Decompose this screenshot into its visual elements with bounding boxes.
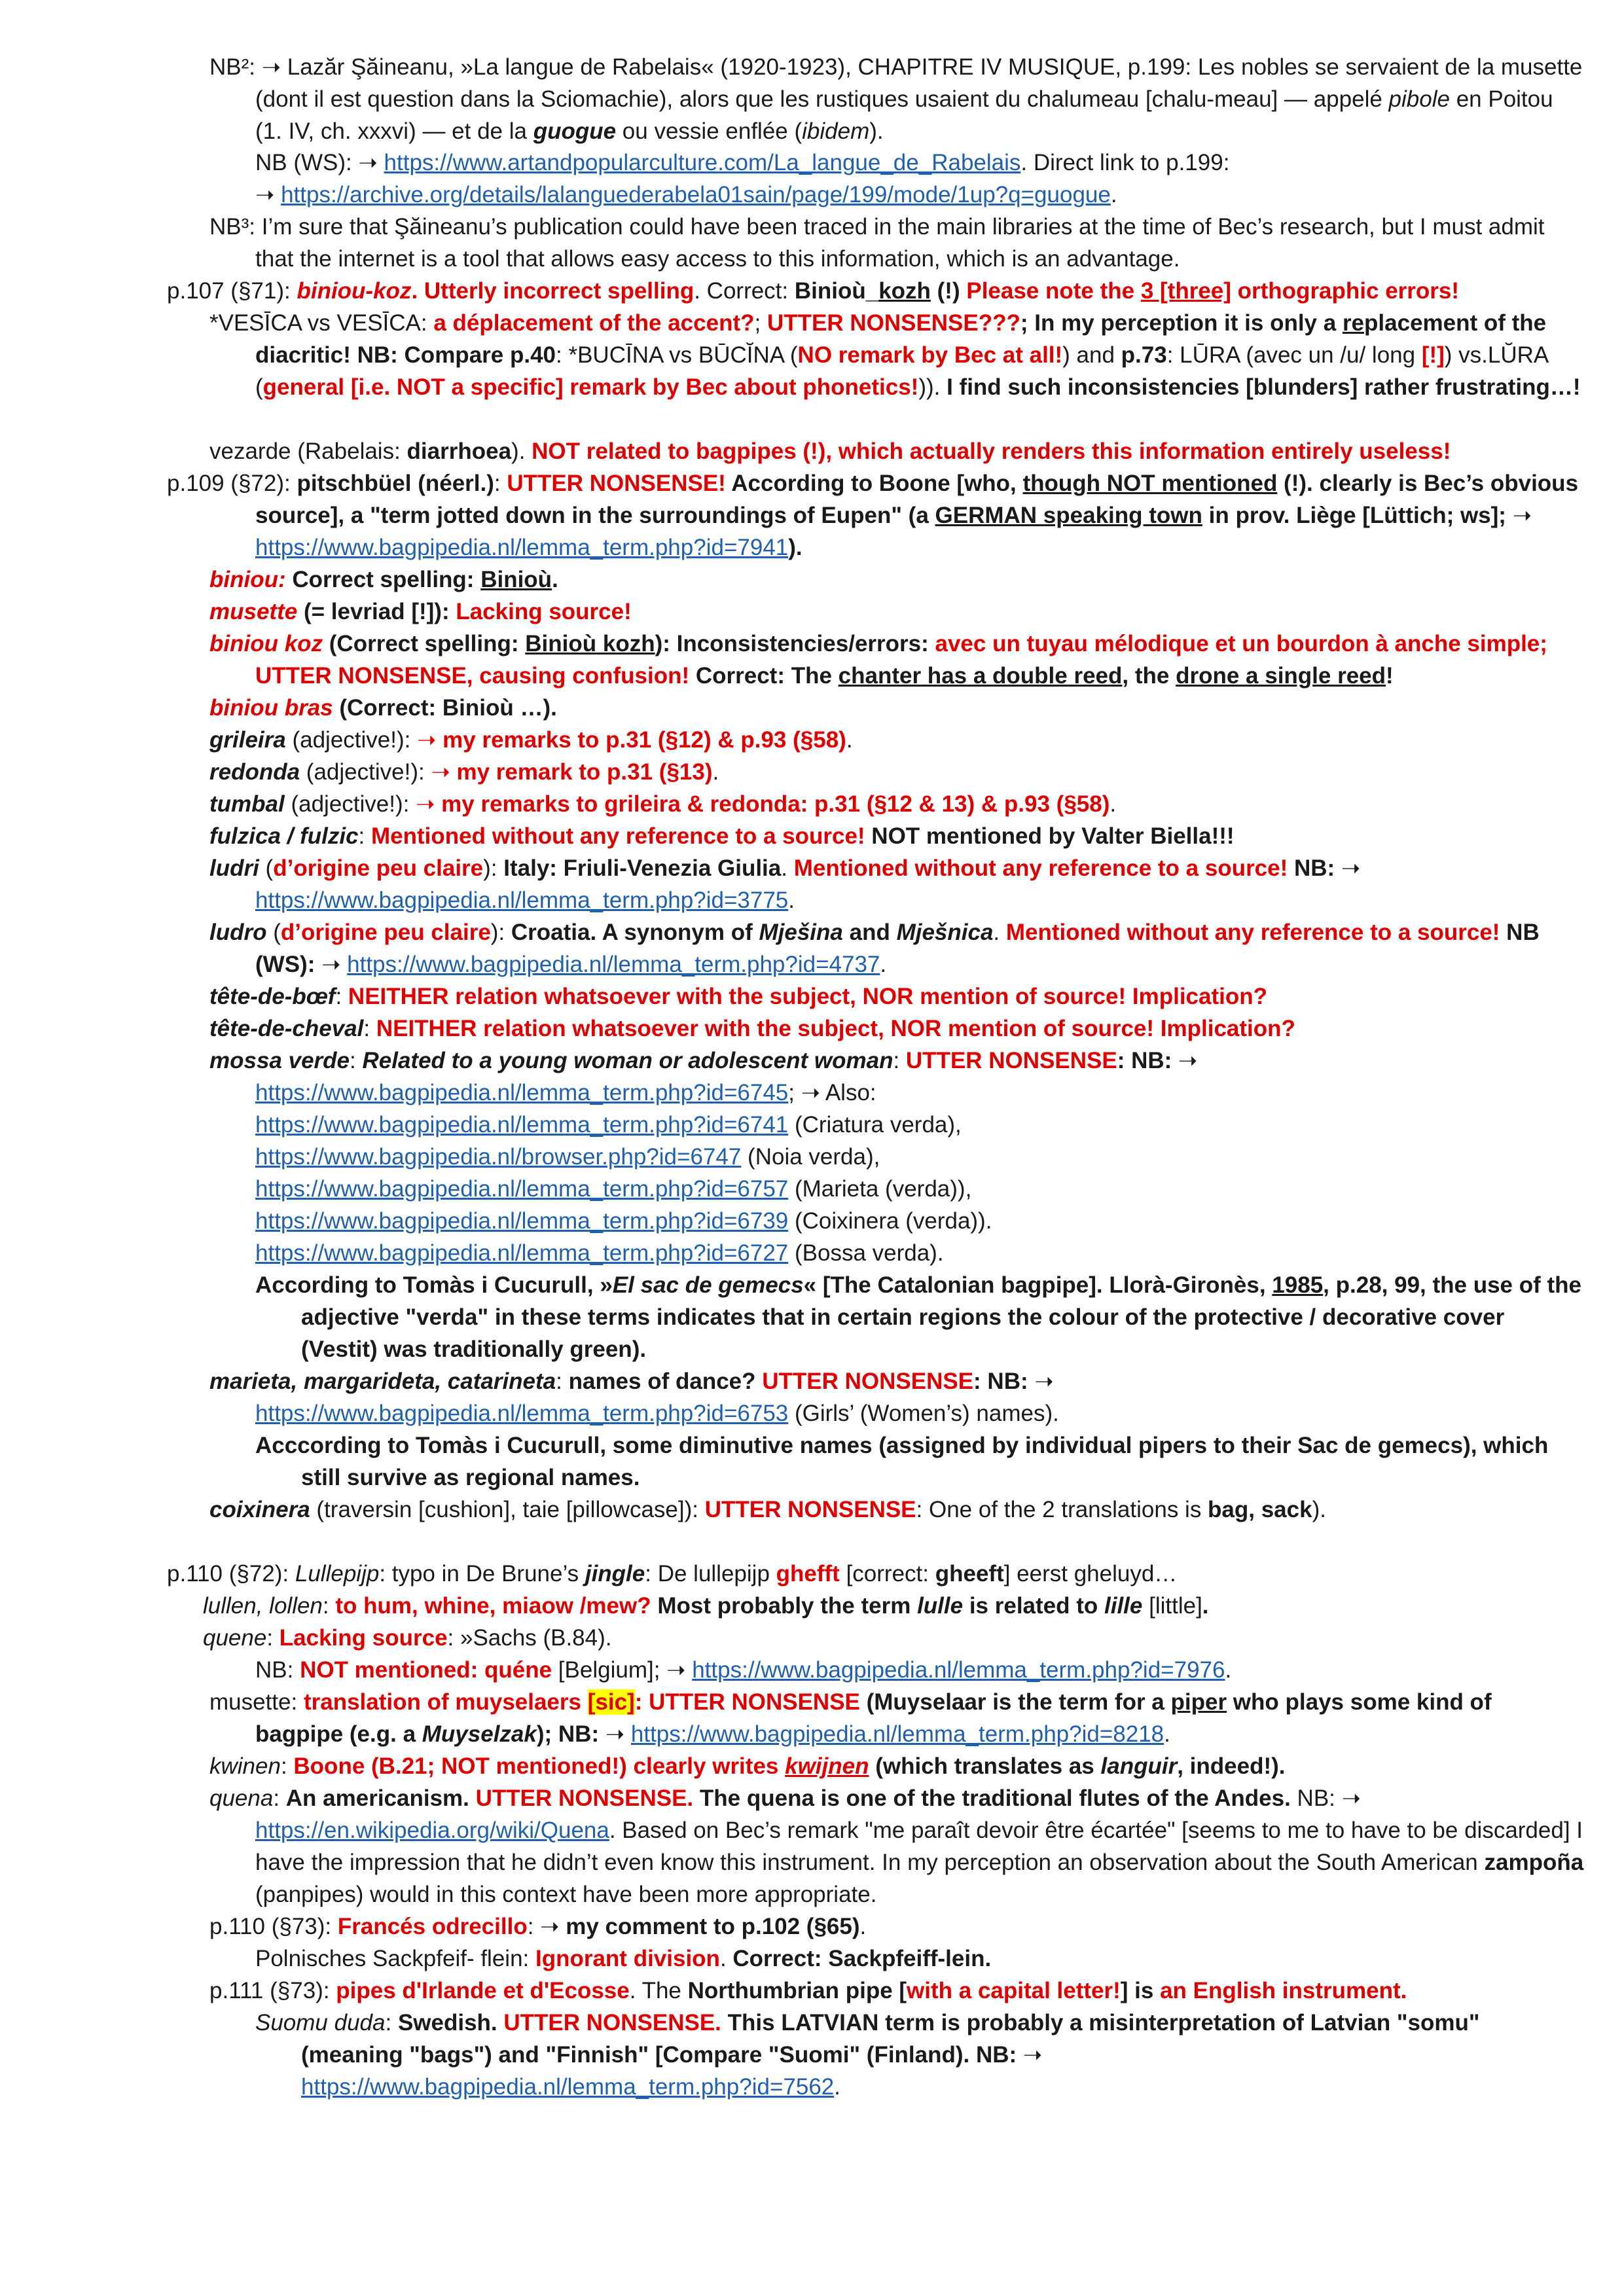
critical-remark: [sic] bbox=[587, 1689, 635, 1715]
critical-remark: UTTER NONSENSE! bbox=[507, 471, 726, 496]
text-run: : bbox=[335, 984, 348, 1009]
text-run: ( bbox=[259, 855, 274, 881]
critical-remark: NO remark by Bec at all! bbox=[797, 342, 1063, 368]
emphasized-text: marieta, margarideta, catarineta bbox=[209, 1369, 556, 1394]
emphasized-text: jingle bbox=[585, 1561, 645, 1587]
text-run: : bbox=[556, 1369, 569, 1394]
text-run: Polnisches Sackpfeif- flein: bbox=[255, 1946, 535, 1971]
emphasized-text: fulzica / fulzic bbox=[209, 823, 359, 849]
critical-remark: [!] bbox=[1421, 342, 1445, 368]
emphasized-text: « [The Catalonian bagpipe]. Llorà-Gironès, bbox=[803, 1272, 1272, 1298]
emphasized-text: pitschbüel (néerl.) bbox=[297, 471, 494, 496]
text-run: . bbox=[781, 855, 794, 881]
text-run: . Based on Bec’s remark "me paraît devoir être écartée" [seems to me to have to be discarded] I have the impression that he didn’t even know this instrument. In my perception an observation about the South American bbox=[255, 1818, 1583, 1875]
text-run: Suomu duda bbox=[255, 2010, 386, 2036]
paragraph bbox=[209, 1365, 1585, 1397]
paragraph bbox=[255, 1077, 1585, 1109]
text-run: : »Sachs (B.84). bbox=[447, 1625, 612, 1651]
text-run: [Belgium]; bbox=[552, 1657, 667, 1683]
text-run: ). bbox=[511, 439, 532, 464]
text-run: p.107 (§71): bbox=[167, 278, 297, 304]
critical-remark: Francés odrecillo bbox=[337, 1914, 528, 1939]
text-run: (adjective!): bbox=[285, 727, 418, 753]
text-run: . bbox=[1110, 791, 1117, 817]
paragraph bbox=[209, 1975, 1585, 2007]
paragraph bbox=[255, 2007, 1585, 2071]
emphasized-text: This LATVIAN term is probably a misinterpretation of Latvian "somu" (meaning "bags") and "Finnish" [Compare "Suomi" (Finland). NB: ➝ bbox=[301, 2010, 1480, 2068]
paragraph bbox=[209, 435, 1585, 467]
text-run: (Noia verda), bbox=[741, 1144, 880, 1170]
hyperlink[interactable]: https://en.wikipedia.org/wiki/Quena bbox=[255, 1818, 609, 1843]
emphasized-text: redonda bbox=[209, 759, 300, 785]
hyperlink[interactable]: https://www.bagpipedia.nl/lemma_term.php?id=3775 bbox=[255, 888, 789, 913]
text-run: [correct: bbox=[839, 1561, 935, 1587]
critical-remark: Boone (B.21; NOT mentioned!) clearly writes bbox=[293, 1753, 785, 1779]
emphasized-text: zampoña bbox=[1484, 1850, 1584, 1875]
text-run: p.109 (§72): bbox=[167, 471, 297, 496]
hyperlink[interactable]: https://www.bagpipedia.nl/lemma_term.php?id=7976 bbox=[692, 1657, 1225, 1683]
emphasized-text: (Muyselaar is the term for a bbox=[859, 1689, 1171, 1715]
emphasized-text: placement of the diacritic! NB: Compare bbox=[255, 310, 1547, 368]
text-run: ➝ bbox=[321, 952, 348, 977]
emphasized-text: , p.28, 99, the use of the adjective "verda" in these terms indicates that in certain regions the colour of the protective / decorative cover (Vestit) was traditionally green). bbox=[301, 1272, 1581, 1362]
text-run: : De lullepijp bbox=[645, 1561, 776, 1587]
paragraph bbox=[255, 179, 1585, 211]
critical-remark: UTTER NONSENSE bbox=[762, 1369, 974, 1394]
emphasized-text: Binioù_ bbox=[794, 278, 879, 304]
emphasized-text: Mješina bbox=[759, 920, 843, 945]
text-run: *VESĪCA vs VESĪCA: bbox=[209, 310, 434, 336]
emphasized-text: : NB: ➝ bbox=[1117, 1048, 1198, 1073]
emphasized-text: ludri bbox=[209, 855, 259, 881]
text-run: NB: ➝ bbox=[1290, 1785, 1361, 1811]
paragraph bbox=[167, 1558, 1585, 1590]
paragraph bbox=[167, 467, 1585, 564]
critical-remark: : UTTER NONSENSE bbox=[634, 1689, 860, 1715]
text-run: musette: bbox=[209, 1689, 304, 1715]
emphasized-text: (Correct spelling: bbox=[323, 631, 526, 656]
text-run: . Correct: bbox=[694, 278, 795, 304]
critical-remark: d’origine peu claire bbox=[280, 920, 491, 945]
emphasized-text: guogue bbox=[533, 118, 617, 144]
text-run: : bbox=[350, 1048, 363, 1073]
emphasized-text: I find such inconsistencies [blunders] rather frustrating…! bbox=[947, 374, 1581, 400]
critical-remark: Ignorant division bbox=[535, 1946, 720, 1971]
text-run: : bbox=[266, 1625, 280, 1651]
critical-remark: UTTER NONSENSE. bbox=[475, 1785, 694, 1811]
emphasized-text: Italy: Friuli-Venezia Giulia bbox=[503, 855, 782, 881]
critical-remark: ➝ my remark to p.31 (§13) bbox=[431, 759, 713, 785]
text-run: : bbox=[273, 1785, 286, 1811]
emphasized-text: p.73 bbox=[1121, 342, 1167, 368]
text-run: pibole bbox=[1388, 86, 1450, 112]
emphasized-text: gheeft bbox=[935, 1561, 1004, 1587]
emphasized-text: diarrhoea bbox=[406, 439, 512, 464]
text-run: ➝ bbox=[255, 182, 281, 207]
emphasized-text: The quena is one of the traditional flutes of the Andes. bbox=[693, 1785, 1291, 1811]
paragraph bbox=[209, 51, 1585, 147]
emphasized-text: (!). clearly is Bec’s obvious source], a "term jotted down in the surroundings of Eupen" (a bbox=[255, 471, 1579, 528]
paragraph bbox=[209, 692, 1585, 724]
emphasized-text: drone a single reed bbox=[1176, 663, 1386, 689]
emphasized-text: names of dance? bbox=[568, 1369, 763, 1394]
emphasized-text: who plays some kind of bagpipe (e.g. a bbox=[255, 1689, 1492, 1747]
critical-remark: UTTER NONSENSE bbox=[905, 1048, 1117, 1073]
hyperlink[interactable]: https://archive.org/details/lalanguederabela01sain/page/199/mode/1up?q=guogue bbox=[281, 182, 1111, 207]
emphasized-text: though NOT mentioned bbox=[1022, 471, 1278, 496]
text-run: ): bbox=[490, 920, 511, 945]
critical-remark: NEITHER relation whatsoever with the subject, NOR mention of source! Implication? bbox=[376, 1016, 1295, 1041]
text-run: ou vessie enflée ( bbox=[616, 118, 803, 144]
critical-remark: Please note the bbox=[966, 278, 1141, 304]
paragraph bbox=[209, 1013, 1585, 1045]
text-run: : bbox=[494, 471, 507, 496]
paragraph bbox=[209, 1750, 1585, 1782]
text-run: ( bbox=[266, 920, 281, 945]
critical-remark: an English instrument. bbox=[1160, 1978, 1407, 2003]
hyperlink[interactable]: https://www.bagpipedia.nl/lemma_term.php?id=4737 bbox=[347, 952, 880, 977]
text-run: ; bbox=[754, 310, 767, 336]
emphasized-text: Most probably the term bbox=[651, 1593, 918, 1619]
emphasized-text: NB (WS): bbox=[255, 920, 1540, 977]
paragraph bbox=[255, 1269, 1585, 1365]
paragraph bbox=[209, 564, 1585, 596]
emphasized-text: re bbox=[1342, 310, 1365, 336]
emphasized-text: Related to a young woman or adolescent woman bbox=[362, 1048, 893, 1073]
emphasized-text: (= levriad [!]): bbox=[297, 599, 456, 624]
text-run: ibidem bbox=[802, 118, 870, 144]
emphasized-text: Correct spelling: bbox=[285, 567, 481, 592]
emphasized-text: 1985 bbox=[1272, 1272, 1324, 1298]
text-run: (Criatura verda), bbox=[788, 1112, 962, 1138]
text-run: . bbox=[712, 759, 719, 785]
critical-remark: Mentioned without any reference to a source! bbox=[371, 823, 865, 849]
paragraph bbox=[255, 1173, 1585, 1205]
text-run: ➝ bbox=[1512, 503, 1532, 528]
text-run: p.110 (§72): bbox=[167, 1561, 295, 1587]
emphasized-text: coixinera bbox=[209, 1497, 310, 1522]
paragraph bbox=[255, 1654, 1585, 1686]
paragraph bbox=[209, 1494, 1585, 1526]
hyperlink[interactable]: https://www.bagpipedia.nl/lemma_term.php?id=6757 bbox=[255, 1176, 789, 1202]
critical-remark: UTTER NONSENSE. bbox=[503, 2010, 721, 2036]
text-run: ] eerst gheluyd… bbox=[1003, 1561, 1178, 1587]
paragraph bbox=[209, 820, 1585, 852]
paragraph bbox=[209, 307, 1585, 403]
critical-remark: general [i.e. NOT a specific] remark by Bec about phonetics! bbox=[262, 374, 919, 400]
emphasized-text: Muyselzak bbox=[422, 1721, 537, 1747]
text-run: ) and bbox=[1062, 342, 1121, 368]
hyperlink[interactable]: https://www.bagpipedia.nl/lemma_term.php?id=7941 bbox=[255, 535, 789, 560]
text-run: (traversin [cushion], taie [pillowcase]): bbox=[310, 1497, 705, 1522]
text-run: en Poitou (1. IV, ch. xxxvi) — et de la bbox=[255, 86, 1553, 144]
critical-remark: d’origine peu claire bbox=[273, 855, 484, 881]
emphasized-text: An americanism. bbox=[285, 1785, 476, 1811]
text-run: . bbox=[846, 727, 853, 753]
text-run: Lullepijp bbox=[295, 1561, 380, 1587]
emphasized-text: piper bbox=[1170, 1689, 1227, 1715]
paragraph bbox=[209, 788, 1585, 820]
paragraph bbox=[209, 628, 1585, 692]
emphasized-text: mossa verde bbox=[209, 1048, 350, 1073]
emphasized-text: in prov. Liège [Lüttich; ws]; bbox=[1202, 503, 1513, 528]
emphasized-text: NOT mentioned by Valter Biella!!! bbox=[865, 823, 1235, 849]
paragraph bbox=[255, 1237, 1585, 1269]
text-run: : bbox=[358, 823, 371, 849]
emphasized-text: According to Boone [who, bbox=[725, 471, 1023, 496]
emphasized-text: El sac de gemecs bbox=[612, 1272, 804, 1298]
text-run: kwinen bbox=[209, 1753, 281, 1779]
emphasized-text: ; In my perception it is only a bbox=[1020, 310, 1343, 336]
paragraph bbox=[209, 211, 1585, 275]
emphasized-text: . bbox=[1202, 1593, 1209, 1619]
emphasized-text: (which translates as bbox=[869, 1753, 1101, 1779]
critical-remark: kwijnen bbox=[785, 1753, 869, 1779]
text-run: . bbox=[859, 1914, 867, 1939]
text-run: quena bbox=[209, 1785, 274, 1811]
text-run: vezarde (Rabelais: bbox=[209, 439, 407, 464]
emphasized-text: , indeed!). bbox=[1177, 1753, 1286, 1779]
text-run: : One of the 2 translations is bbox=[916, 1497, 1208, 1522]
emphasized-text: lille bbox=[1104, 1593, 1143, 1619]
emphasized-text: Croatia. A synonym of bbox=[511, 920, 759, 945]
hyperlink[interactable]: https://www.bagpipedia.nl/lemma_term.php?id=6739 bbox=[255, 1208, 789, 1234]
hyperlink[interactable]: https://www.bagpipedia.nl/lemma_term.php?id=6753 bbox=[255, 1401, 789, 1426]
text-run: . bbox=[788, 888, 795, 913]
critical-remark: a déplacement of the accent? bbox=[433, 310, 755, 336]
text-run: [little] bbox=[1142, 1593, 1202, 1619]
emphasized-text: ➝ bbox=[666, 1657, 693, 1683]
emphasized-text: ); NB: ➝ bbox=[536, 1721, 631, 1747]
text-run: (panpipes) would in this context have been more appropriate. bbox=[255, 1882, 877, 1907]
critical-remark: pipes d'Irlande et d'Ecosse bbox=[336, 1978, 630, 2003]
emphasized-text: p.40 bbox=[509, 342, 556, 368]
emphasized-text: ➝ my comment to p.102 (§65) bbox=[540, 1914, 860, 1939]
text-run: (Marieta (verda)), bbox=[788, 1176, 972, 1202]
text-run: : bbox=[280, 1753, 294, 1779]
hyperlink[interactable]: https://www.bagpipedia.nl/lemma_term.php?id=6741 bbox=[255, 1112, 789, 1138]
text-run: NB: bbox=[255, 1657, 300, 1683]
emphasized-text: bag, sack bbox=[1208, 1497, 1312, 1522]
text-run: ➝ bbox=[1341, 855, 1361, 881]
critical-remark: ➝ my remarks to grileira & redonda: p.31 (§12 & 13) & p.93 (§58) bbox=[416, 791, 1110, 817]
hyperlink[interactable]: https://www.bagpipedia.nl/lemma_term.php?id=6745 bbox=[255, 1080, 789, 1105]
critical-remark: biniou: bbox=[209, 567, 286, 592]
hyperlink[interactable]: https://www.bagpipedia.nl/lemma_term.php?id=7562 bbox=[301, 2074, 835, 2100]
critical-remark: to hum, whine, miaow /mew? bbox=[335, 1593, 651, 1619]
paragraph bbox=[167, 275, 1585, 307]
paragraph bbox=[209, 1045, 1585, 1077]
critical-remark: musette bbox=[209, 599, 298, 624]
text-run: (adjective!): bbox=[284, 791, 416, 817]
emphasized-text: According to Tomàs i Cucurull, » bbox=[255, 1272, 613, 1298]
paragraph bbox=[209, 724, 1585, 756]
critical-remark: with a capital letter! bbox=[907, 1978, 1121, 2003]
emphasized-text: and bbox=[842, 920, 897, 945]
emphasized-text: Binioù bbox=[480, 567, 552, 592]
paragraph bbox=[209, 596, 1585, 628]
emphasized-text: Correct: The bbox=[689, 663, 839, 689]
emphasized-text: kozh bbox=[878, 278, 931, 304]
text-run: (Coixinera (verda)). bbox=[788, 1208, 992, 1234]
text-run: NB³: I’m sure that Şăineanu’s publication could have been traced in the main libraries at the time of Bec’s research, but I must admit that the internet is a tool that allows easy access to this information, which is an advantage. bbox=[209, 214, 1545, 272]
text-run: . The bbox=[629, 1978, 688, 2003]
emphasized-text: Binioù kozh bbox=[525, 631, 655, 656]
critical-remark: Lacking source bbox=[279, 1625, 448, 1651]
critical-remark: NEITHER relation whatsoever with the subject, NOR mention of source! Implication? bbox=[348, 984, 1267, 1009]
critical-remark: Mentioned without any reference to a source! bbox=[793, 855, 1288, 881]
paragraph bbox=[209, 1782, 1585, 1910]
text-run: . bbox=[993, 920, 1006, 945]
text-run: ; ➝ Also: bbox=[788, 1080, 876, 1105]
text-run: . bbox=[834, 2074, 840, 2100]
paragraph bbox=[255, 1429, 1585, 1494]
emphasized-text: (Correct: Binioù …). bbox=[333, 695, 557, 721]
critical-remark: 3 [three] bbox=[1140, 278, 1231, 304]
emphasized-text: Acccording to Tomàs i Cucurull, some diminutive names (assigned by individual pipers to their Sac de gemecs), which still survive as regional names. bbox=[255, 1433, 1549, 1490]
emphasized-text: lulle bbox=[917, 1593, 964, 1619]
emphasized-text: tumbal bbox=[209, 791, 285, 817]
critical-remark: biniou bras bbox=[209, 695, 333, 721]
emphasized-text: (!) bbox=[930, 278, 967, 304]
text-run: (adjective!): bbox=[300, 759, 431, 785]
paragraph bbox=[209, 980, 1585, 1013]
text-run: . bbox=[880, 952, 887, 977]
paragraph bbox=[203, 1590, 1585, 1622]
hyperlink[interactable]: https://www.bagpipedia.nl/lemma_term.php?id=6727 bbox=[255, 1240, 789, 1266]
critical-remark: Utterly incorrect spelling bbox=[424, 278, 695, 304]
emphasized-text: ): Inconsistencies/errors: bbox=[655, 631, 935, 656]
critical-remark: translation of muyselaers bbox=[303, 1689, 588, 1715]
text-run: ): bbox=[483, 855, 504, 881]
text-run: . bbox=[1164, 1721, 1170, 1747]
paragraph bbox=[209, 916, 1585, 980]
hyperlink[interactable]: https://www.bagpipedia.nl/browser.php?id=6747 bbox=[255, 1144, 742, 1170]
paragraph bbox=[255, 1109, 1585, 1141]
paragraph bbox=[301, 2071, 1585, 2103]
emphasized-text: Mješnica bbox=[896, 920, 994, 945]
hyperlink[interactable]: https://www.bagpipedia.nl/lemma_term.php?id=8218 bbox=[630, 1721, 1164, 1747]
text-run: )). bbox=[918, 374, 947, 400]
text-run: . Direct link to p.199: bbox=[1020, 150, 1230, 175]
emphasized-text: : NB: ➝ bbox=[973, 1369, 1054, 1394]
emphasized-text: Northumbrian pipe [ bbox=[687, 1978, 907, 2003]
text-run: ). bbox=[1312, 1497, 1326, 1522]
emphasized-text: ). bbox=[788, 535, 803, 560]
paragraph bbox=[255, 1943, 1585, 1975]
critical-remark: NOT related to bagpipes (!), which actually renders this information entirely useless! bbox=[532, 439, 1451, 464]
text-run: (Bossa verda). bbox=[788, 1240, 944, 1266]
critical-remark: Mentioned without any reference to a source! bbox=[1005, 920, 1500, 945]
critical-remark: UTTER NONSENSE??? bbox=[767, 310, 1020, 336]
text-run: . bbox=[1225, 1657, 1232, 1683]
text-run: : bbox=[527, 1914, 541, 1939]
emphasized-text: ! bbox=[1386, 663, 1394, 689]
text-run: : typo in De Brune’s bbox=[379, 1561, 585, 1587]
text-run: : bbox=[893, 1048, 906, 1073]
paragraph bbox=[255, 147, 1585, 179]
text-run: NB (WS): ➝ bbox=[255, 150, 384, 175]
critical-remark: ghefft bbox=[776, 1561, 840, 1587]
paragraph bbox=[209, 852, 1585, 916]
emphasized-text: ] is bbox=[1120, 1978, 1161, 2003]
critical-remark: biniou koz bbox=[209, 631, 323, 656]
critical-remark: biniou-koz bbox=[297, 278, 412, 304]
emphasized-text: tête-de-cheval bbox=[209, 1016, 364, 1041]
critical-remark: ➝ my remarks to p.31 (§12) & p.93 (§58) bbox=[417, 727, 846, 753]
text-run: ) vs.LŬRA ( bbox=[255, 342, 1548, 400]
emphasized-text: chanter has a double reed bbox=[838, 663, 1123, 689]
critical-remark: Lacking source! bbox=[456, 599, 632, 624]
paragraph bbox=[255, 1141, 1585, 1173]
emphasized-text: grileira bbox=[209, 727, 286, 753]
emphasized-text: ludro bbox=[209, 920, 267, 945]
emphasized-text: languir bbox=[1100, 1753, 1178, 1779]
text-run: : bbox=[363, 1016, 376, 1041]
critical-remark: UTTER NONSENSE bbox=[704, 1497, 916, 1522]
paragraph bbox=[209, 1910, 1585, 1943]
emphasized-text: . bbox=[552, 567, 558, 592]
text-run: p.111 (§73): bbox=[209, 1978, 336, 2003]
text-run: (Girls’ (Women’s) names). bbox=[788, 1401, 1059, 1426]
paragraph bbox=[255, 1205, 1585, 1237]
hyperlink[interactable]: https://www.artandpopularculture.com/La_langue_de_Rabelais bbox=[384, 150, 1021, 175]
emphasized-text: Correct: Sackpfeiff-lein. bbox=[732, 1946, 992, 1971]
critical-remark: . bbox=[411, 278, 424, 304]
paragraph bbox=[255, 1397, 1585, 1429]
emphasized-text: tête-de-bœf bbox=[209, 984, 336, 1009]
emphasized-text: is related to bbox=[963, 1593, 1104, 1619]
text-run: quene bbox=[203, 1625, 267, 1651]
paragraph bbox=[203, 1622, 1585, 1654]
emphasized-text: Swedish. bbox=[397, 2010, 504, 2036]
text-run: : LŪRA (avec un /u/ long bbox=[1166, 342, 1422, 368]
text-run: . bbox=[1110, 182, 1117, 207]
critical-remark: NOT mentioned: quéne bbox=[300, 1657, 552, 1683]
paragraph bbox=[209, 756, 1585, 788]
text-run: p.110 (§73): bbox=[209, 1914, 338, 1939]
text-run: : *BUCĪNA vs BŪCĬNA ( bbox=[556, 342, 798, 368]
text-run: lullen, lollen bbox=[203, 1593, 323, 1619]
emphasized-text: NB: bbox=[1288, 855, 1341, 881]
critical-remark: orthographic errors! bbox=[1231, 278, 1460, 304]
text-run: : bbox=[385, 2010, 398, 2036]
text-run: ). bbox=[869, 118, 884, 144]
text-run: NB²: ➝ Lazăr Şăineanu, »La langue de Rabelais« (1920-1923), CHAPITRE IV MUSIQUE, p.199: Les nobles se servaient de la musette (dont il est question dans la Sciomachie), alors que les rustiques usaient du chalumeau [chalu-meau] — appelé bbox=[209, 54, 1583, 112]
paragraph bbox=[209, 1686, 1585, 1750]
text-run: : bbox=[322, 1593, 336, 1619]
emphasized-text: , the bbox=[1122, 663, 1176, 689]
text-run: . bbox=[719, 1946, 733, 1971]
emphasized-text: GERMAN speaking town bbox=[935, 503, 1202, 528]
critical-remark: avec un tuyau mélodique et un bourdon à anche simple; UTTER NONSENSE, causing confusion! bbox=[255, 631, 1547, 689]
